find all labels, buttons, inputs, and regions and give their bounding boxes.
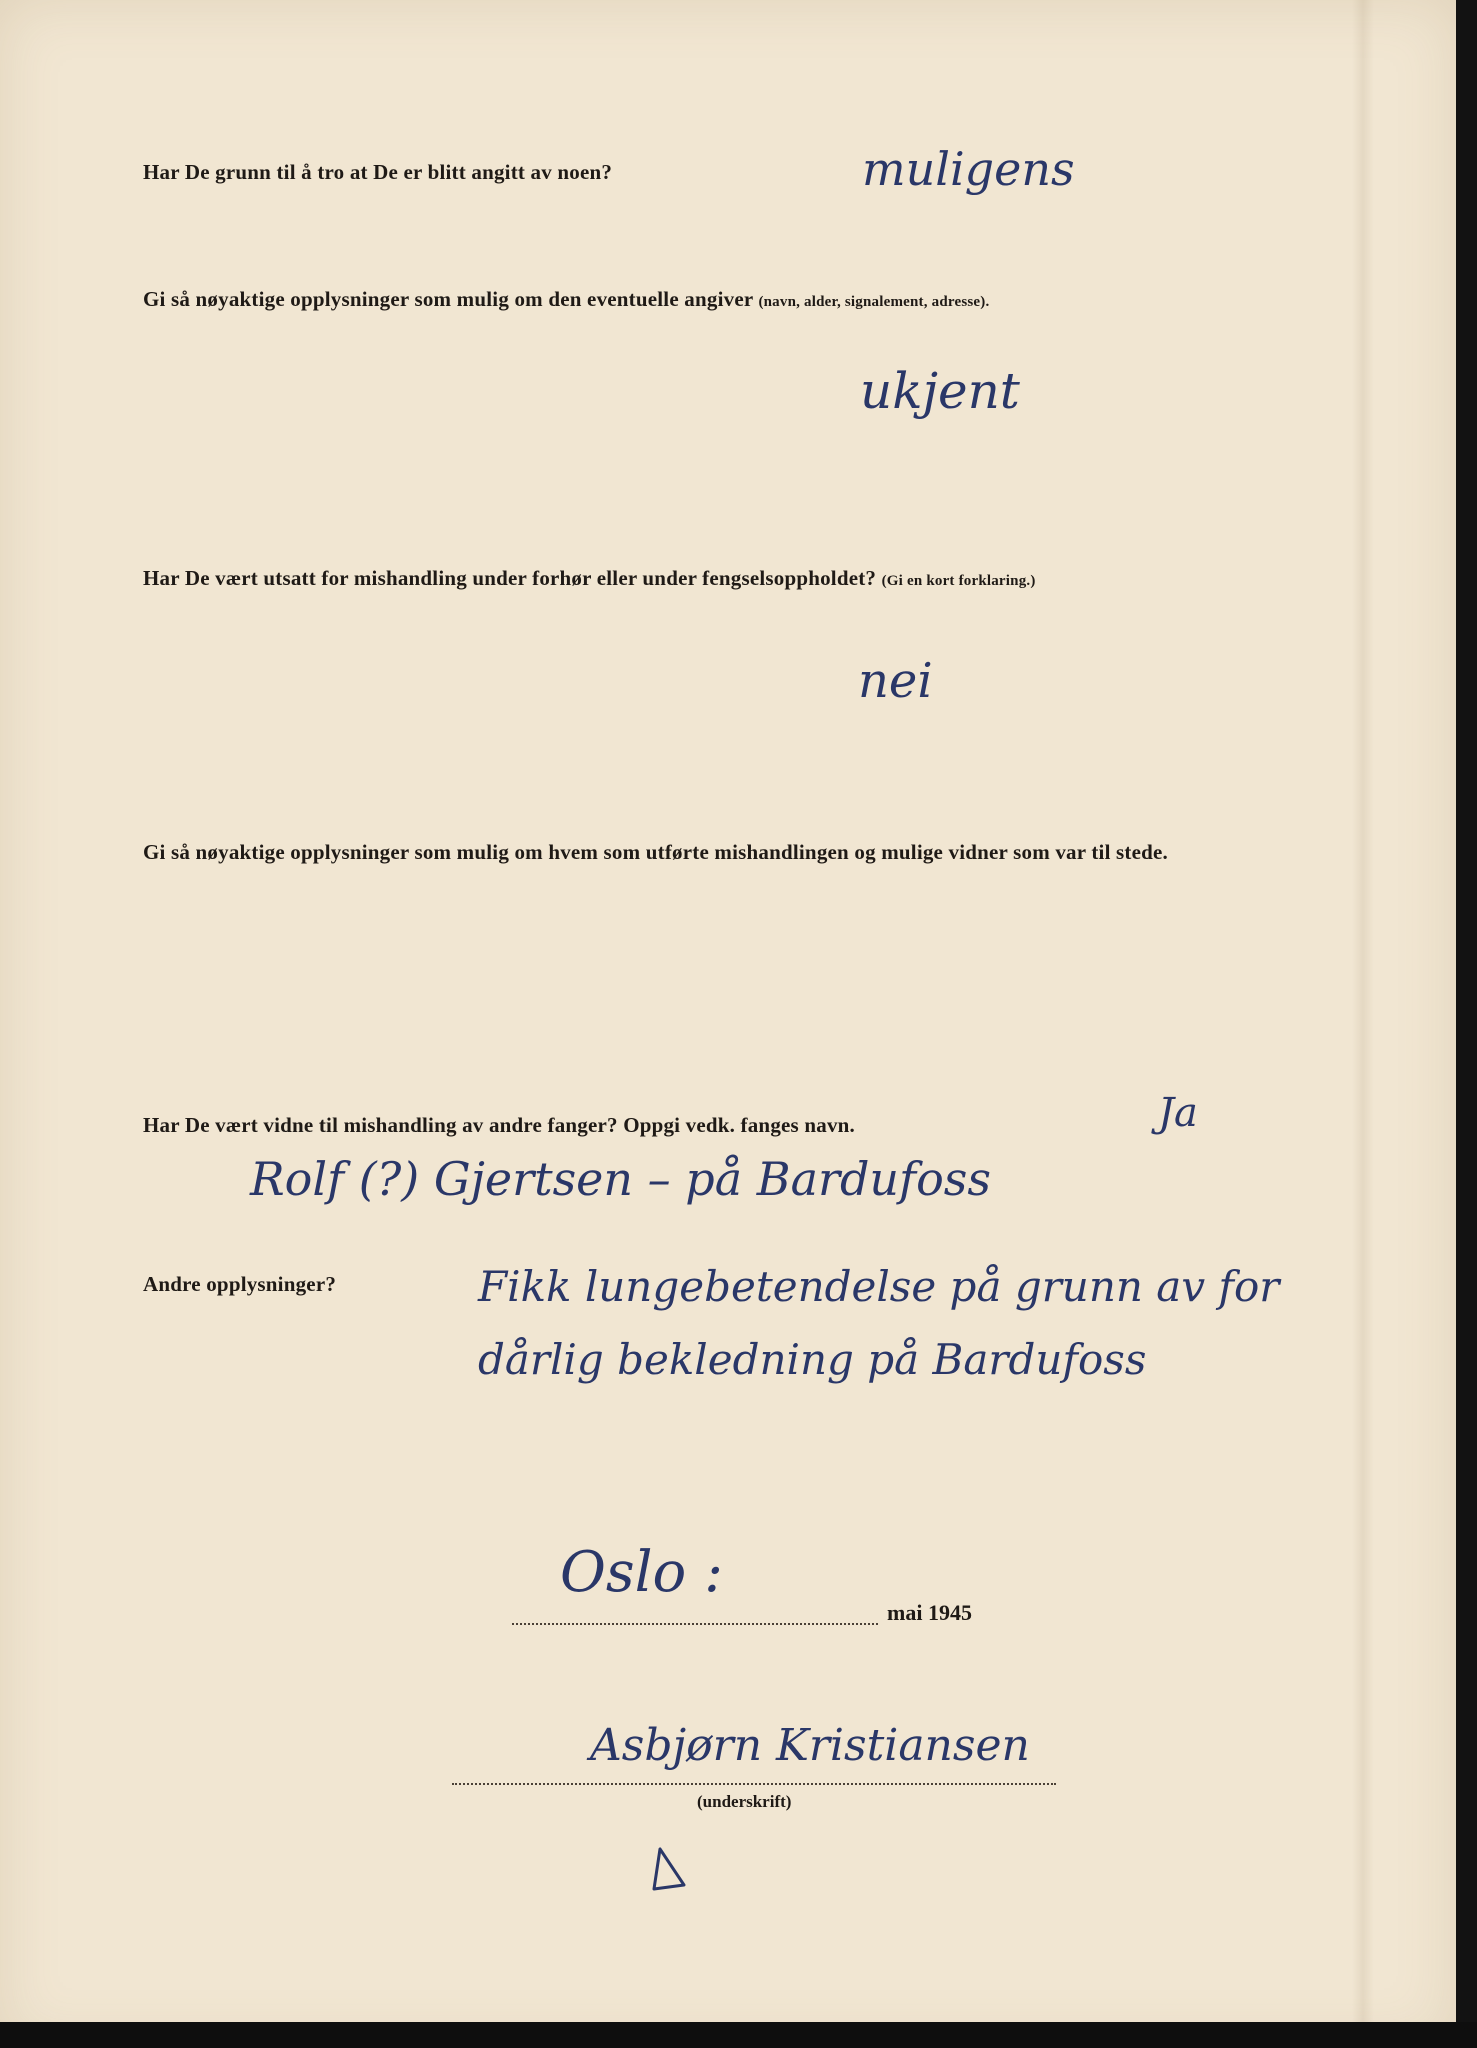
question-informer-details: [143, 287, 989, 312]
signature-caption: (underskrift): [697, 1792, 792, 1811]
date-label: mai 1945: [887, 1600, 972, 1625]
question-denounced: Har De grunn til å tro at De er blitt angitt av noen?: [143, 160, 613, 184]
question-perpetrators-witnesses: Gi så nøyaktige opplysninger som mulig om hvem som utførte mishandlingen og mulige vidner som var til stede.: [143, 840, 1168, 864]
question-informer-note: (navn, alder, signalement, adresse).: [758, 294, 990, 310]
question-informer-main: Gi så nøyaktige opplysninger som mulig om den eventuelle angiver: [143, 287, 753, 311]
question-mistreatment-note: (Gi en kort forklaring.): [881, 573, 1036, 589]
answer-other-info-line2: dårlig bekledning på Bardufoss: [478, 1335, 1147, 1384]
place-handwritten: Oslo :: [560, 1540, 723, 1605]
answer-witnessed-name: Rolf (?) Gjertsen – på Bardufoss: [250, 1152, 991, 1206]
answer-mistreatment: nei: [858, 653, 933, 709]
answer-witnessed-yes: Ja: [1158, 1090, 1198, 1136]
place-line: [512, 1623, 878, 1625]
question-mistreatment-main: Har De vært utsatt for mishandling under forhør eller under fengselsoppholdet?: [143, 566, 877, 590]
ink-mark-icon: [650, 1845, 690, 1895]
answer-informer: ukjent: [860, 362, 1020, 420]
signature-handwritten: Asbjørn Kristiansen: [590, 1720, 1030, 1771]
question-other-info: Andre opplysninger?: [143, 1272, 337, 1296]
answer-other-info-line1: Fikk lungebetendelse på grunn av for: [478, 1262, 1280, 1311]
answer-denounced: muligens: [862, 142, 1075, 196]
signature-line: [452, 1783, 1056, 1785]
scan-border: [0, 2022, 1477, 2048]
question-witnessed-others: Har De vært vidne til mishandling av andre fanger? Oppgi vedk. fanges navn.: [143, 1113, 855, 1137]
paper-fold: [1352, 0, 1374, 2048]
question-mistreatment: [143, 566, 1036, 591]
